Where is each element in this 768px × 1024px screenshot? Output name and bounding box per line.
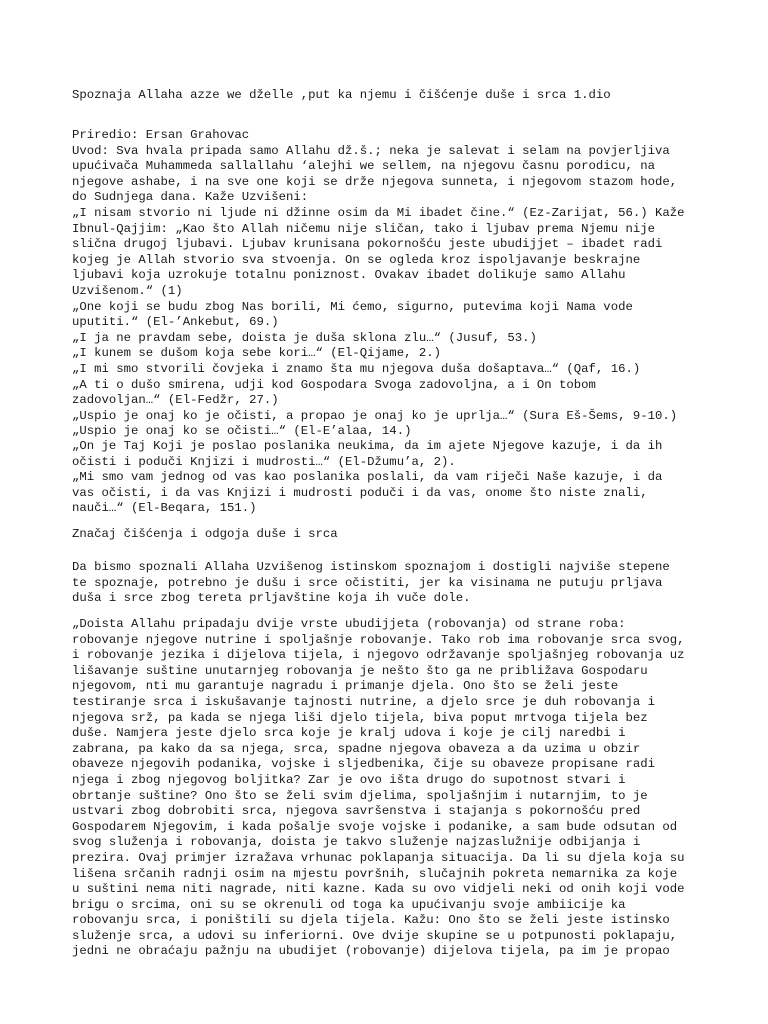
intro-block <box>72 128 712 440</box>
text-line: obrtanje suštine? Ono što se želi svim djelima, spoljašnjim i nutarnjim, to je <box>72 788 648 803</box>
text-line: „I mi smo stvorili čovjeka i znamo šta mu njegova duša došaptava…“ (Qaf, 16.) <box>72 361 641 376</box>
text-line: njegove ashabe, i na sve one koji se drže njegova sunneta, i njegovom stazom hode, <box>72 174 678 189</box>
text-line: brigu o srcima, oni su se okrenuli od toga ka upućivanju svoje ambiicije ka <box>72 897 626 912</box>
text-line: slična drugoj ljubavi. Ljubav krunisana pokornošću jeste ubudijjet – ibadet radi <box>72 237 663 252</box>
text-line: njegova srž, pa kada se njega liši djelo tijela, biva poput mrtvoga tijela bez <box>72 710 648 725</box>
quote-block <box>72 439 712 517</box>
text-line: testiranje srca i iskušavanje tajnosti nutrine, a djelo srce je duh robovanja i <box>72 694 655 709</box>
text-line: Uvod: Sva hvala pripada samo Allahu dž.š.; neka je salevat i selam na povjerljiva <box>72 143 670 158</box>
text-line: njegovom, nti mu garantuje nagradu i primanje djela. Ono što se želi jeste <box>72 679 619 694</box>
text-line: „A ti o dušo smirena, udji kod Gospodara Svoga zadovoljna, a i On tobom <box>72 377 596 392</box>
section-heading-block <box>72 527 712 543</box>
text-line: lišena srčanih radnji osim na mjestu površnih, slučajnih pokreta nemarnika za koje <box>72 866 678 881</box>
text-line: jedni ne obraćaju pažnju na ubudijet (robovanje) dijelova tijela, pa im je propao <box>72 944 670 959</box>
text-line: „I ja ne pravdam sebe, doista je duša sklona zlu…“ (Jusuf, 53.) <box>72 330 537 345</box>
text-line: nauči…“ (El-Beqara, 151.) <box>72 501 257 516</box>
text-line: zabrana, pa kako da sa njega, srca, spadne njegova obaveza a da uzima u obzir <box>72 741 641 756</box>
paragraph-1 <box>72 560 712 607</box>
text-line: „Uspio je onaj ko je očisti, a propao je onaj ko je uprlja…“ (Sura Eš-Šems, 9-10.) <box>72 408 678 423</box>
text-line: robovanju srca, i poništili su djela tijela. Kažu: Ono što se želi jeste istinsko <box>72 913 670 928</box>
text-line: do Sudnjega dana. Kaže Uzvišeni: <box>72 190 309 205</box>
text-line: duše. Namjera jeste djelo srca koje je kralj udova i koje je cilj naredbi i <box>72 726 626 741</box>
text-line: vas očisti, i da vas Knjizi i mudrosti poduči i da vas, onome što niste znali, <box>72 485 648 500</box>
text-line: „Doista Allahu pripadaju dvije vrste ubudijjeta (robovanja) od strane roba: <box>72 617 626 631</box>
paragraph-2 <box>72 617 712 960</box>
text-line: „I kunem se dušom koja sebe kori…“ (El-Qijame, 2.) <box>72 346 441 361</box>
text-line: uputiti.“ (El-’Ankebut, 69.) <box>72 315 279 330</box>
section-heading: Značaj čišćenja i odgoja duše i srca <box>72 527 338 541</box>
text-line: lišavanje suštine unutarnjeg robovanja je nešto što ga ne približava Gospodaru <box>72 663 648 678</box>
text-line: robovanje njegove nutrine i spoljašnje robovanje. Tako rob ima robovanje srca svog, <box>72 632 685 647</box>
text-line: u suštini nema niti nagrade, niti kazne. Kada su ovo vidjeli neki od onih koji vode <box>72 882 685 897</box>
text-line: očisti i poduči Knjizi i mudrosti…“ (El-Džumu’a, 2). <box>72 454 456 469</box>
text-line: „I nisam stvorio ni ljude ni džinne osim da Mi ibadet čine.“ (Ez-Zarijat, 56.) Kaže <box>72 205 685 220</box>
text-line: „Mi smo vam jednog od vas kao poslanika poslali, da vam riječi Naše kazuje, i da <box>72 470 663 485</box>
text-line: Uzvišenom.“ (1) <box>72 283 183 298</box>
text-line: obaveze njegovih podanika, vojske i sljedbenika, čije su obaveze propisane radi <box>72 757 655 772</box>
text-line: te spoznaje, potrebno je dušu i srce očistiti, jer ka visinama ne putuju prljava <box>72 575 663 590</box>
text-line: „One koji se budu zbog Nas borili, Mi ćemo, sigurno, putevima koji Nama vode <box>72 299 633 314</box>
text-line: prezira. Ovaj primjer izražava vrhunac poklapanja situacija. Da li su djela koja su <box>72 850 685 865</box>
text-line: ljubavi koja uzrokuje totalnu poniznost. Ovakav ibadet dolikuje samo Allahu <box>72 268 626 283</box>
text-line: ustvari zbog dobrobiti srca, njegova savršenstva i stajanja s pokornošću pred <box>72 804 641 819</box>
text-line: Ibnul-Qajjim: „Kao što Allah ničemu nije sličan, tako i ljubav prema Njemu nije <box>72 221 655 236</box>
text-line: duša i srce zbog tereta prljavštine koja ih vuče dole. <box>72 591 471 606</box>
text-line: njega i zbog njegovog boljitka? Zar je ovo išta drugo do supotnost stvari i <box>72 772 626 787</box>
text-line: kojeg je Allah stvorio sva stvoenja. On se ogleda kroz ispoljavanje beskrajne <box>72 252 641 267</box>
text-line: Gospodarem Njegovim, i kada pošalje svoje vojske i podanike, a sam bude odsutan od <box>72 819 678 834</box>
text-line: zadovoljan…“ (El-Fedžr, 27.) <box>72 393 279 408</box>
text-line: Priredio: Ersan Grahovac <box>72 128 250 142</box>
document-title: Spoznaja Allaha azze we dželle ,put ka njemu i čišćenje duše i srca 1.dio <box>72 88 611 102</box>
text-line: „On je Taj Koji je poslao poslanika neukima, da im ajete Njegove kazuje, i da ih <box>72 439 663 453</box>
text-line: svog služenja i robovanja, doista je takvo služenje najzaslužnije odbijanja i <box>72 835 641 850</box>
text-line: „Uspio je onaj ko se očisti…“ (El-E’alaa, 14.) <box>72 424 412 439</box>
text-line: Da bismo spoznali Allaha Uzvišenog istinskom spoznajom i dostigli najviše stepene <box>72 560 670 574</box>
text-line: upućivača Muhammeda sallallahu ‘alejhi we sellem, na njegovu časnu porodicu, na <box>72 159 655 174</box>
text-line: i robovanje jezika i dijelova tijela, i njegovo održavanje spoljašnjeg robovanja uz <box>72 648 685 663</box>
text-line: služenje srca, a udovi su inferiorni. Ove dvije skupine se u potpunosti poklapaju, <box>72 928 678 943</box>
